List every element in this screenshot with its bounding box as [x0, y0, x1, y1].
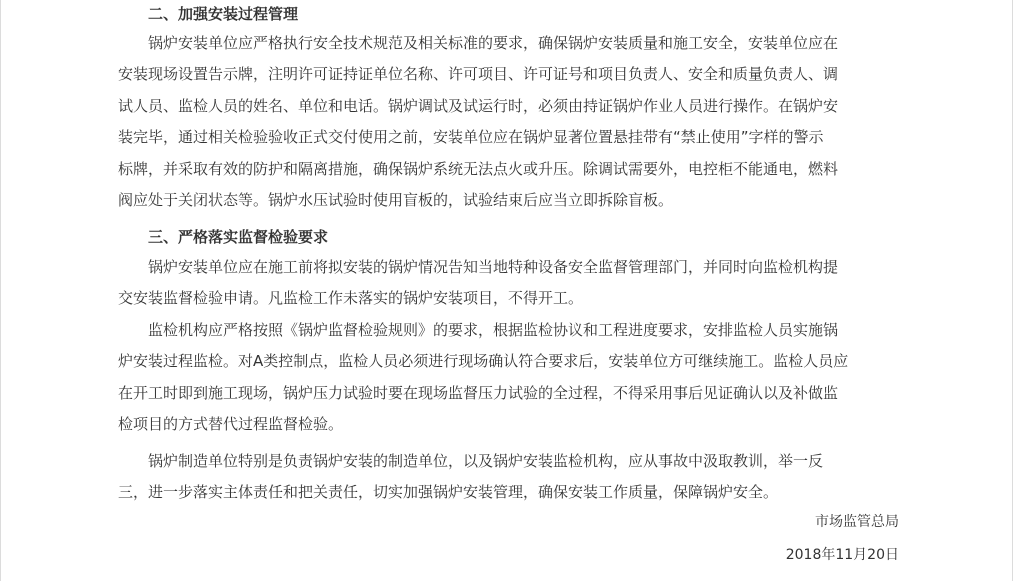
- section-heading-2: 二、加强安装过程管理: [148, 5, 299, 23]
- page-right-border: [1012, 0, 1013, 581]
- paragraph-line: 在开工时即到施工现场，锅炉压力试验时要在现场监督压力试验的全过程，不得采用事后见证确认以及补做监: [118, 383, 839, 402]
- paragraph-line: 检项目的方式替代过程监督检验。: [118, 415, 344, 434]
- paragraph-line: 三，进一步落实主体责任和把关责任，切实加强锅炉安装管理，确保安装工作质量，保障锅炉安全。: [118, 483, 779, 502]
- section-2-paragraph-1: [118, 28, 898, 216]
- paragraph-line: 交安装监督检验申请。凡监检工作未落实的锅炉安装项目，不得开工。: [118, 289, 584, 308]
- page-left-border: [0, 0, 1, 581]
- paragraph-line: 锅炉安装单位应在施工前将拟安装的锅炉情况告知当地特种设备安全监督管理部门，并同时向监检机构提: [148, 258, 839, 276]
- section-3-paragraph-2: [118, 315, 898, 441]
- signature-org: 市场监管总局: [815, 514, 899, 530]
- paragraph-line: 装完毕，通过相关检验验收正式交付使用之前，安装单位应在锅炉显著位置悬挂带有“禁止使用”字样的警示: [118, 128, 824, 147]
- section-3-paragraph-3: [118, 446, 898, 509]
- paragraph-line: 阀应处于关闭状态等。锅炉水压试验时使用盲板的，试验结束后应当立即拆除盲板。: [118, 190, 674, 209]
- paragraph-line: 炉安装过程监检。对A类控制点，监检人员必须进行现场确认符合要求后，安装单位方可继续施工。监检人员应: [118, 352, 849, 371]
- paragraph-line: 标牌，并采取有效的防护和隔离措施，确保锅炉系统无法点火或升压。除调试需要外，电控柜不能通电，燃料: [118, 159, 839, 178]
- section-3-paragraph-1: [118, 252, 898, 315]
- paragraph-line: 安装现场设置告示牌，注明许可证持证单位名称、许可项目、许可证号和项目负责人、安全和质量负责人、调: [118, 65, 839, 84]
- section-heading-3: 三、严格落实监督检验要求: [148, 228, 329, 246]
- signature-date: 2018年11月20日: [785, 547, 899, 563]
- paragraph-line: 试人员、监检人员的姓名、单位和电话。锅炉调试及试运行时，必须由持证锅炉作业人员进行操作。在锅炉安: [118, 96, 839, 115]
- paragraph-line: 监检机构应严格按照《锅炉监督检验规则》的要求，根据监检协议和工程进度要求，安排监检人员实施锅: [148, 321, 839, 339]
- paragraph-line: 锅炉安装单位应严格执行安全技术规范及相关标准的要求，确保锅炉安装质量和施工安全，安装单位应在: [148, 34, 839, 52]
- paragraph-line: 锅炉制造单位特别是负责锅炉安装的制造单位，以及锅炉安装监检机构，应从事故中汲取教训，举一反: [148, 452, 824, 470]
